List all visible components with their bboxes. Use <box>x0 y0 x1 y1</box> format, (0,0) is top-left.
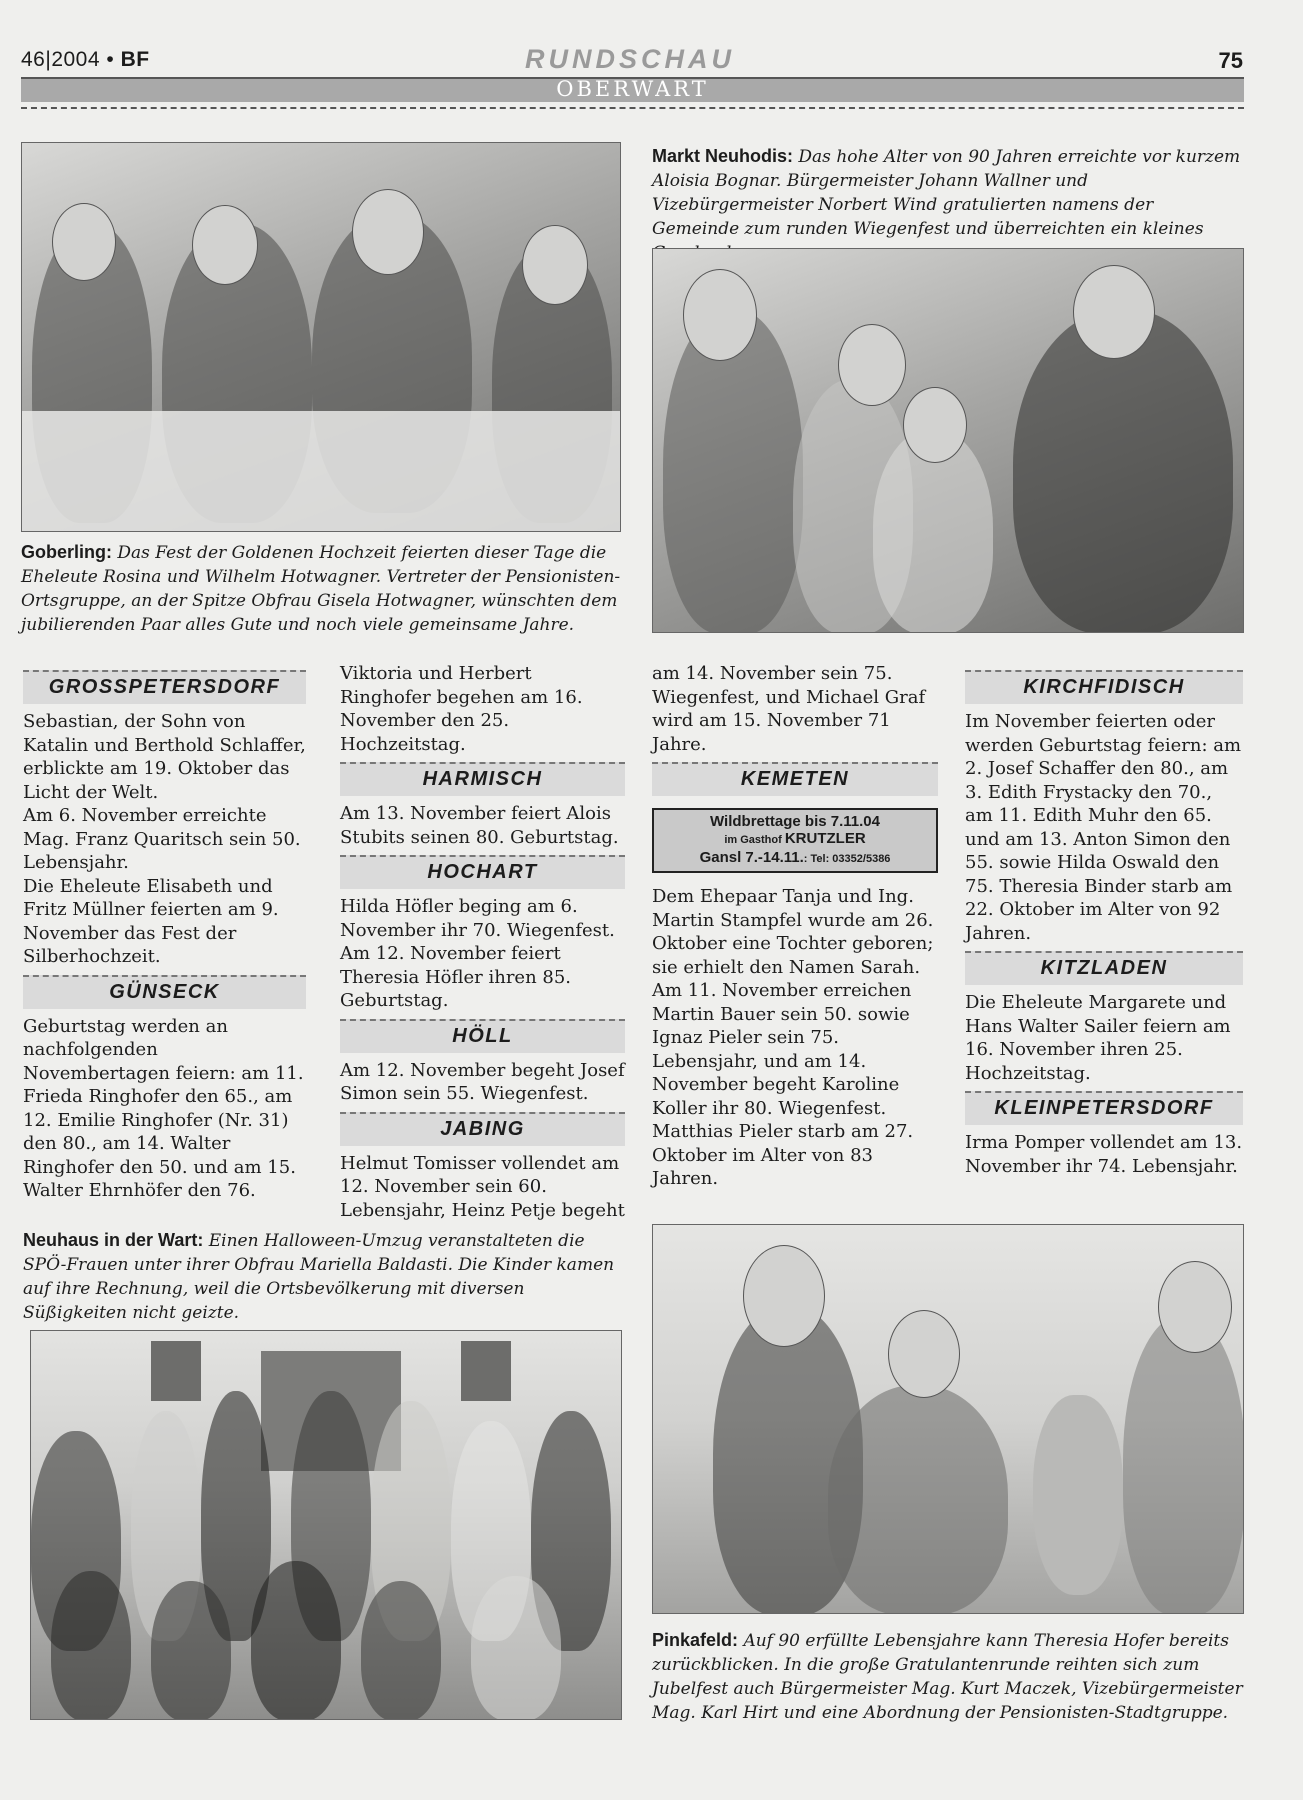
photo-neuhaus-halloween <box>30 1330 622 1720</box>
issue-line <box>21 48 150 72</box>
article-paragraph: Dem Ehepaar Tanja und Ing. Martin Stampfel wurde am 26. Oktober eine Tochter geboren; sie erhielt den Namen Sarah. <box>652 886 934 978</box>
photo-face <box>838 324 906 406</box>
separator-bullet: • <box>106 48 115 71</box>
ad-line <box>656 830 934 849</box>
caption-text: Einen Halloween-Umzug veranstalteten die SPÖ-Frauen unter ihrer Obfrau Mariella Baldasti. Die Kinder kamen auf ihre Rechnung, weil die Ortsbevölkerung mit diversen Süßigkeiten nicht geizte. <box>23 1231 615 1323</box>
caption-markt-neuhodis <box>652 144 1244 265</box>
photo-face <box>1073 265 1155 359</box>
caption-place: Markt Neuhodis: <box>652 146 794 166</box>
photo-figure <box>151 1581 231 1720</box>
caption-goberling <box>21 540 621 637</box>
article-paragraph: Viktoria und Herbert Ringhofer begehen am 16. November den 25. Hochzeitstag. <box>340 663 583 755</box>
ad-brand: KRUTZLER <box>784 830 866 847</box>
section-heading: JABING <box>340 1112 625 1146</box>
photo-face <box>1158 1261 1232 1353</box>
photo-figure <box>251 1561 341 1720</box>
photo-markt-neuhodis <box>652 248 1244 633</box>
caption-text: Das Fest der Goldenen Hochzeit feierten dieser Tage die Eheleute Rosina und Wilhelm Hotwagner. Vertreter der Pensionisten-Ortsgruppe, an der Spitze Obfrau Gisela Hotwagner, wünschten dem jubilierenden Paar alles Gute und noch viele gemeinsame Jahre. <box>21 543 621 635</box>
ad-text: im Gasthof <box>724 834 785 846</box>
page-number: 75 <box>1218 48 1243 73</box>
section-heading: HOCHART <box>340 855 625 889</box>
section-heading: GROSSPETERSDORF <box>23 670 306 704</box>
paper-abbrev: BF <box>120 48 150 71</box>
photo-face <box>903 387 967 463</box>
photo-figure <box>828 1385 1008 1614</box>
ad-line <box>656 849 934 868</box>
article-paragraph: Am 11. November erreichen Martin Bauer sein 50. sowie Ignaz Pieler sein 75. Lebensjahr, und am 14. November begeht Karoline Koller ihr 80. Wiegenfest. <box>652 980 912 1119</box>
column-1 <box>23 670 306 1203</box>
section-title: OBERWART <box>556 77 709 101</box>
photo-face <box>683 269 757 361</box>
photo-pinkafeld <box>652 1224 1244 1614</box>
article-paragraph: Geburtstag werden an nachfolgenden Novembertagen feiern: am 11. Frieda Ringhofer den 65., am 12. Emilie Ringhofer (Nr. 31) den 80., am 14. Walter Ringhofer den 50. und am 15. Walter Ehrnhöfer den 76. <box>23 1015 304 1201</box>
column-2 <box>340 662 625 1222</box>
section-heading: KIRCHFIDISCH <box>965 670 1243 704</box>
advertisement-box <box>652 808 938 873</box>
photo-face <box>888 1310 960 1398</box>
article-paragraph: Die Eheleute Elisabeth und Fritz Müllner feierten am 9. November das Fest der Silberhochzeit. <box>23 875 279 967</box>
section-heading: KITZLADEN <box>965 951 1243 985</box>
paper-title: RUNDSCHAU <box>525 44 735 74</box>
header-divider <box>21 107 1244 109</box>
caption-text: Das hohe Alter von 90 Jahren erreichte vor kurzem Aloisia Bognar. Bürgermeister Johann Wallner und Vizebürgermeister Norbert Wind gratulierten namens der Gemeinde zum runden Wiegenfest und überreichten ein kleines <box>652 147 1241 239</box>
issue-number: 46|2004 <box>21 48 101 71</box>
section-heading: GÜNSECK <box>23 975 306 1009</box>
section-heading: KLEINPETERSDORF <box>965 1091 1243 1125</box>
photo-table <box>22 411 621 532</box>
column-4 <box>965 670 1243 1178</box>
photo-window <box>151 1341 201 1401</box>
caption-place: Goberling: <box>21 542 112 562</box>
photo-figure <box>51 1571 131 1720</box>
ad-line: Wildbrettage bis 7.11.04 <box>710 813 880 830</box>
section-heading: HÖLL <box>340 1019 625 1053</box>
caption-place: Pinkafeld: <box>652 1630 739 1650</box>
article-paragraph: am 14. November sein 75. Wiegenfest, und Michael Graf wird am 15. November 71 Jahre. <box>652 663 926 755</box>
photo-face <box>192 205 258 285</box>
ad-text: Gansl 7.-14.11. <box>699 849 804 866</box>
caption-pinkafeld <box>652 1628 1244 1725</box>
photo-face <box>522 225 588 305</box>
article-paragraph: Am 13. November feiert Alois Stubits seinen 80. Geburtstag. <box>340 803 619 848</box>
article-paragraph: Irma Pomper vollendet am 13. November ihr 74. Lebensjahr. <box>965 1132 1243 1177</box>
section-heading: HARMISCH <box>340 762 625 796</box>
photo-window <box>461 1341 511 1401</box>
photo-face <box>743 1245 825 1347</box>
article-paragraph: Helmut Tomisser vollendet am 12. November sein 60. Lebensjahr, Heinz Petje begeht <box>340 1152 625 1221</box>
article-paragraph: Die Eheleute Margarete und Hans Walter Sailer feiern am 16. November ihren 25. Hochzeitstag. <box>965 992 1231 1084</box>
ad-phone: : Tel: 03352/5386 <box>803 853 891 865</box>
article-paragraph: Am 12. November feiert Theresia Höfler ihren 85. Geburtstag. <box>340 943 572 1011</box>
section-heading: KEMETEN <box>652 762 938 796</box>
article-paragraph: Am 6. November erreichte Mag. Franz Quaritsch sein 50. Lebensjahr. <box>23 805 301 873</box>
photo-figure <box>1123 1315 1244 1614</box>
caption-text: Auf 90 erfüllte Lebensjahre kann Theresia Hofer bereits zurückblicken. In die große Gratulantenrunde reihten sich zum Jubelfest auch Bürgermeister Mag. Kurt Maczek, Vizebürgermeister Mag. Karl Hirt und eine Abordnung der Pensionisten-Stadtgruppe. <box>652 1631 1243 1723</box>
photo-goberling <box>21 142 621 532</box>
column-3 <box>652 662 938 1191</box>
photo-gift-basket <box>1033 1395 1123 1595</box>
photo-face <box>52 203 116 281</box>
article-paragraph: Am 12. November begeht Josef Simon sein 55. Wiegenfest. <box>340 1059 625 1104</box>
article-paragraph: Im November feierten oder werden Geburtstag feiern: am 2. Josef Schaffer den 80., am 3. Edith Frystacky den 70., am 11. Edith Muhr den 65. und am 13. Anton Simon den 55. sowie Hilda Oswald den 75. Theresia Binder starb am 22. Oktober im Alter von 92 Jahren. <box>965 711 1242 944</box>
caption-neuhaus <box>23 1228 623 1325</box>
article-paragraph: Sebastian, der Sohn von Katalin und Berthold Schlaffer, erblickte am 19. Oktober das Licht der Welt. <box>23 711 306 803</box>
photo-face <box>352 189 424 275</box>
photo-figure <box>361 1581 441 1720</box>
caption-place: Neuhaus in der Wart: <box>23 1230 204 1250</box>
article-paragraph: Hilda Höfler beging am 6. November ihr 70. Wiegenfest. <box>340 896 615 941</box>
photo-figure <box>471 1576 561 1720</box>
article-paragraph: Matthias Pieler starb am 27. Oktober im Alter von 83 Jahren. <box>652 1121 914 1189</box>
